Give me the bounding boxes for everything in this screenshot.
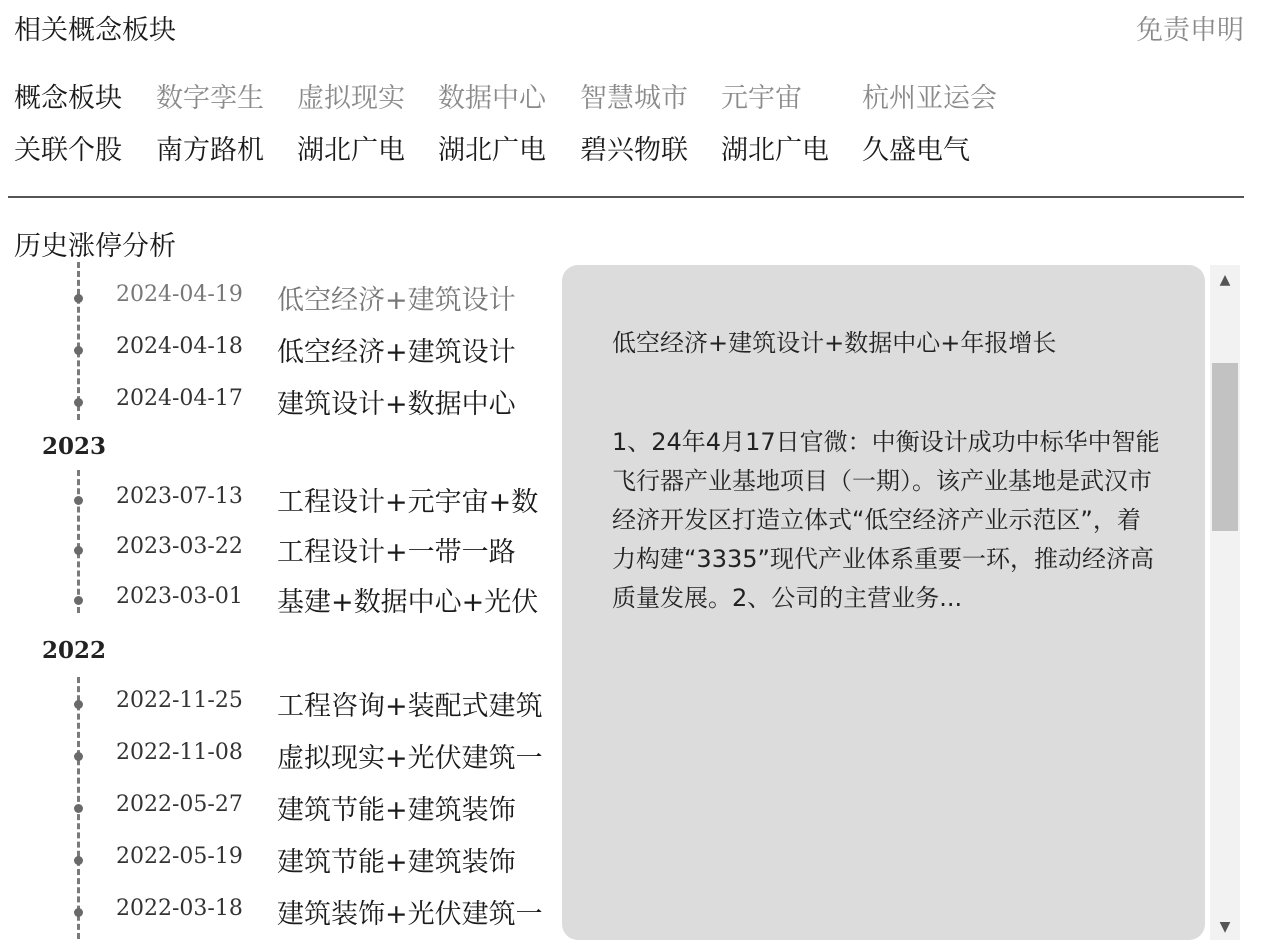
vertical-scrollbar[interactable]	[1210, 265, 1240, 940]
timeline-dot	[74, 346, 83, 355]
year-label: 2022	[42, 637, 107, 664]
concept-tag[interactable]: 智慧城市	[580, 83, 688, 114]
timeline-dot	[74, 908, 83, 917]
concept-tag[interactable]: 数据中心	[438, 83, 546, 114]
history-entry[interactable]	[0, 382, 560, 422]
stock-link[interactable]: 湖北广电	[297, 135, 405, 166]
history-entry[interactable]	[0, 684, 560, 724]
timeline-dot	[74, 496, 83, 505]
timeline-dot	[74, 856, 83, 865]
entry-tag: 基建+数据中心+光伏	[277, 587, 539, 618]
stock-link[interactable]: 久盛电气	[862, 135, 970, 166]
stock-link[interactable]: 南方路机	[156, 135, 264, 166]
disclaimer-link[interactable]: 免责申明	[1136, 15, 1244, 46]
entry-date: 2022-03-18	[116, 896, 243, 921]
history-entry[interactable]	[0, 530, 560, 570]
concept-tag[interactable]: 数字孪生	[156, 83, 264, 114]
timeline-dot	[74, 700, 83, 709]
stock-link[interactable]: 湖北广电	[438, 135, 546, 166]
history-entry[interactable]	[0, 840, 560, 880]
timeline-dot	[74, 294, 83, 303]
entry-date: 2024-04-17	[116, 386, 243, 411]
year-label: 2023	[42, 433, 107, 460]
entry-date: 2024-04-18	[116, 334, 243, 359]
concept-tag[interactable]: 元宇宙	[721, 83, 802, 114]
timeline-dot	[74, 752, 83, 761]
entry-date: 2023-07-13	[116, 484, 243, 509]
header-title: 相关概念板块	[14, 15, 176, 46]
detail-popup	[562, 265, 1205, 940]
entry-date: 2024-04-19	[116, 282, 243, 307]
history-entry[interactable]	[0, 580, 560, 620]
entry-tag: 低空经济+建筑设计	[277, 337, 516, 368]
history-entry[interactable]	[0, 736, 560, 776]
history-entry[interactable]	[0, 278, 560, 318]
entry-tag: 建筑节能+建筑装饰	[277, 795, 516, 826]
scroll-up-arrow-icon[interactable]: ▲	[1219, 272, 1231, 288]
scroll-down-arrow-icon[interactable]: ▼	[1219, 919, 1231, 935]
history-timeline	[0, 262, 560, 947]
timeline-dot	[74, 804, 83, 813]
entry-tag: 工程咨询+装配式建筑	[277, 691, 543, 722]
history-entry[interactable]	[0, 788, 560, 828]
concept-label: 概念板块	[14, 83, 122, 114]
popup-title: 低空经济+建筑设计+数据中心+年报增长	[612, 329, 1057, 357]
history-entry[interactable]	[0, 892, 560, 932]
entry-tag: 建筑节能+建筑装饰	[277, 847, 516, 878]
stock-label: 关联个股	[14, 135, 122, 166]
entry-tag: 工程设计+元宇宙+数	[277, 487, 539, 518]
entry-date: 2023-03-01	[116, 584, 243, 609]
timeline-dot	[74, 546, 83, 555]
stock-link[interactable]: 湖北广电	[721, 135, 829, 166]
scrollbar-thumb[interactable]	[1212, 363, 1238, 531]
concept-tag[interactable]: 虚拟现实	[297, 83, 405, 114]
entry-date: 2022-11-25	[116, 688, 243, 713]
entry-tag: 建筑设计+数据中心	[277, 389, 516, 420]
popup-body: 1、24年4月17日官微：中衡设计成功中标华中智能飞行器产业基地项目（一期）。该产业基地是武汉市经济开发区打造立体式“低空经济产业示范区”，着力构建“3335”现代产业体系重要一环，推动经济高质量发展。2、公司的主营业务...	[612, 428, 1160, 612]
entry-tag: 工程设计+一带一路	[277, 537, 516, 568]
entry-date: 2023-03-22	[116, 534, 243, 559]
entry-tag: 低空经济+建筑设计	[277, 285, 516, 316]
entry-date: 2022-11-08	[116, 740, 243, 765]
timeline-dot	[74, 596, 83, 605]
entry-date: 2022-05-19	[116, 844, 243, 869]
section-divider	[8, 196, 1244, 198]
concept-tag[interactable]: 杭州亚运会	[862, 83, 997, 114]
stock-link[interactable]: 碧兴物联	[580, 135, 688, 166]
history-entry[interactable]	[0, 480, 560, 520]
entry-tag: 虚拟现实+光伏建筑一	[277, 743, 543, 774]
history-title: 历史涨停分析	[14, 231, 176, 262]
history-entry[interactable]	[0, 330, 560, 370]
entry-date: 2022-05-27	[116, 792, 243, 817]
timeline-dot	[74, 398, 83, 407]
entry-tag: 建筑装饰+光伏建筑一	[277, 899, 543, 930]
